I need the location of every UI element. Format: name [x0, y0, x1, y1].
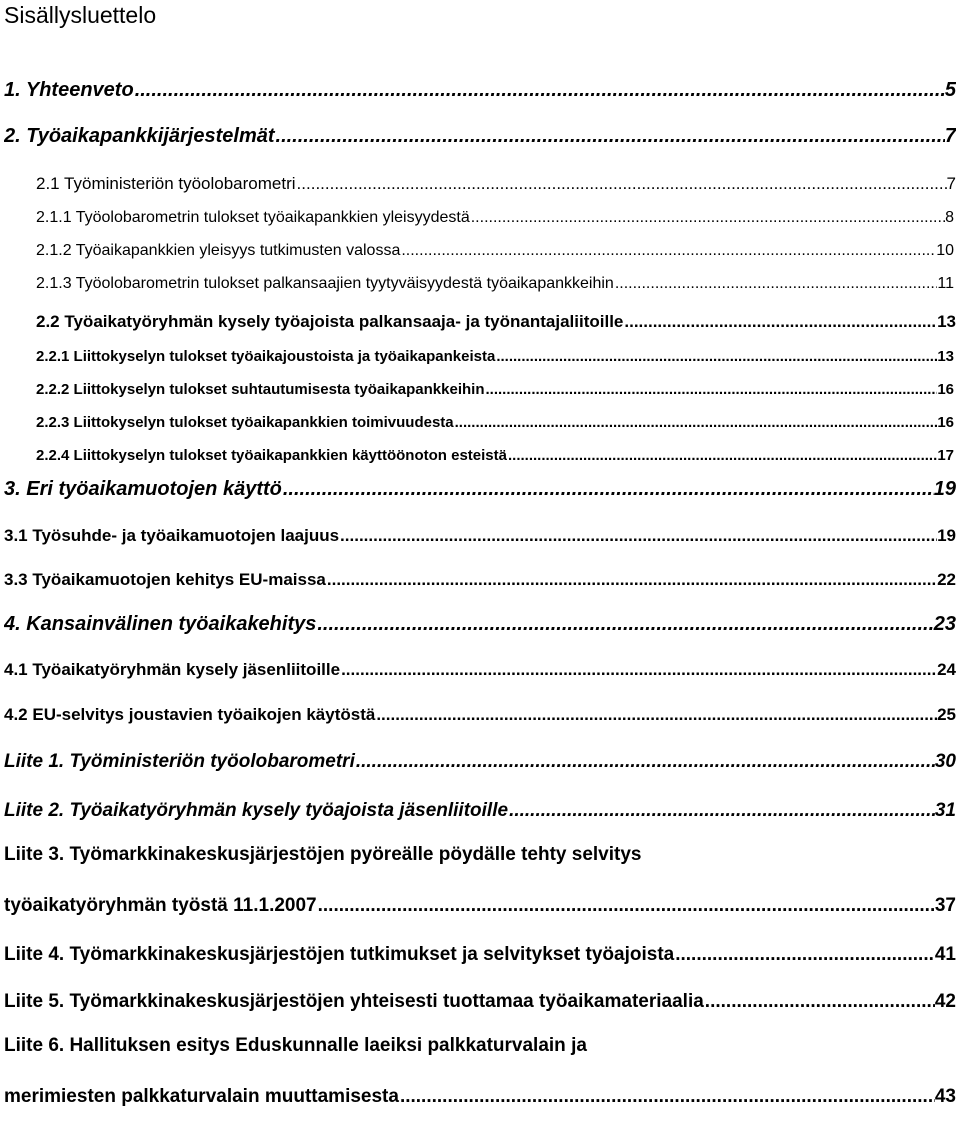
toc-leader-dots — [339, 526, 937, 546]
toc-entry[interactable] — [36, 271, 954, 293]
toc-entry-page: 17 — [937, 447, 954, 464]
toc-leader-dots — [134, 79, 945, 102]
toc-entry[interactable] — [4, 796, 956, 822]
toc-entry[interactable] — [4, 1082, 956, 1108]
toc-entry-title: 2.2 Työaikatyöryhmän kysely työajoista palkansaaja- ja työnantajaliitoille — [36, 312, 624, 331]
toc-entry-title: 2.2.4 Liittokyselyn tulokset työaikapankkien käyttöönoton esteistä — [36, 447, 507, 464]
toc-entry-page: 13 — [937, 348, 954, 365]
toc-entry-title: 2.2.2 Liittokyselyn tulokset suhtautumisesta työaikapankkeihin — [36, 381, 485, 398]
toc-entry-page: 41 — [934, 944, 956, 965]
toc-entry-page: 19 — [933, 478, 956, 500]
toc-leader-dots — [400, 242, 936, 260]
toc-entry-page: 19 — [937, 526, 956, 545]
toc-entry[interactable] — [4, 987, 956, 1013]
toc-entry[interactable] — [36, 443, 954, 464]
toc-entry-page: 22 — [937, 570, 956, 589]
toc-entry[interactable] — [4, 891, 956, 917]
toc-entry-page: 31 — [934, 800, 956, 821]
toc-entry-title[interactable]: Liite 3. Työmarkkinakeskusjärjestöjen pyöreälle pöydälle tehty selvitys — [4, 844, 642, 865]
toc-entry-page: 37 — [934, 895, 956, 916]
toc-leader-dots — [340, 660, 937, 680]
toc-entry-title: 2.1.2 Työaikapankkien yleisyys tutkimusten valossa — [36, 242, 401, 259]
toc-entry-page: 23 — [933, 613, 956, 635]
toc-entry-title: 3. Eri työaikamuotojen käyttö — [4, 478, 282, 500]
toc-entry-page: 16 — [937, 381, 954, 398]
toc-entry-page: 7 — [944, 125, 956, 147]
toc-entry-title: 2.1 Työministeriön työolobarometri — [36, 174, 296, 193]
toc-entry-title[interactable]: Liite 6. Hallituksen esitys Eduskunnalle laeiksi palkkaturvalain ja — [4, 1035, 587, 1056]
toc-leader-dots — [674, 944, 935, 966]
toc-entry[interactable] — [4, 122, 956, 148]
toc-leader-dots — [282, 478, 934, 501]
toc-entry-page: 13 — [937, 312, 956, 331]
toc-entry-page: 42 — [934, 991, 956, 1012]
toc-entry[interactable] — [36, 344, 954, 365]
toc-entry[interactable] — [36, 238, 954, 260]
toc-entry[interactable] — [4, 76, 956, 102]
toc-entry-title: 2.2.3 Liittokyselyn tulokset työaikapankkien toimivuudesta — [36, 414, 454, 431]
toc-entry[interactable] — [4, 656, 956, 680]
toc-entry[interactable] — [4, 475, 956, 501]
toc-entry-page: 7 — [946, 174, 956, 193]
toc-entry-page: 30 — [934, 751, 956, 772]
toc-entry-page: 16 — [937, 414, 954, 431]
toc-entry[interactable] — [36, 410, 954, 431]
toc-entry[interactable] — [4, 940, 956, 966]
toc-entry-title: 3.1 Työsuhde- ja työaikamuotojen laajuus — [4, 526, 340, 545]
toc-entry-title: Liite 5. Työmarkkinakeskusjärjestöjen yhteisesti tuottamaa työaikamateriaalia — [4, 991, 704, 1012]
toc-leader-dots — [484, 381, 937, 398]
toc-leader-dots — [454, 414, 938, 431]
toc-entry-title: 4.1 Työaikatyöryhmän kysely jäsenliitoille — [4, 660, 341, 679]
toc-entry[interactable] — [4, 566, 956, 590]
toc-entry-page: 24 — [937, 660, 956, 679]
toc-entry[interactable] — [4, 747, 956, 773]
toc-entry[interactable] — [4, 610, 956, 636]
toc-leader-dots — [399, 1086, 935, 1108]
toc-entry-title: Liite 1. Työministeriön työolobarometri — [4, 751, 355, 772]
toc-entry-page: 5 — [944, 79, 956, 101]
toc-leader-dots — [470, 209, 945, 227]
toc-entry[interactable] — [4, 522, 956, 546]
page-title: Sisällysluettelo — [4, 2, 157, 28]
toc-leader-dots — [355, 751, 935, 773]
toc-leader-dots — [326, 570, 937, 590]
toc-entry[interactable] — [36, 205, 954, 227]
toc-entry-page: 11 — [937, 275, 954, 292]
toc-entry-title: 2.2.1 Liittokyselyn tulokset työaikajoustoista ja työaikapankeista — [36, 348, 496, 365]
toc-leader-dots — [495, 348, 937, 365]
toc-entry-page: 8 — [945, 209, 954, 226]
toc-entry[interactable] — [36, 377, 954, 398]
toc-leader-dots — [296, 174, 947, 194]
toc-leader-dots — [316, 613, 933, 636]
toc-leader-dots — [704, 991, 935, 1013]
toc-leader-dots — [317, 895, 935, 917]
toc-entry-title: 3.3 Työaikamuotojen kehitys EU-maissa — [4, 570, 326, 589]
toc-entry-title: Liite 2. Työaikatyöryhmän kysely työajoista jäsenliitoille — [4, 800, 509, 821]
toc-leader-dots — [623, 312, 937, 332]
toc-entry-title: 2. Työaikapankkijärjestelmät — [4, 125, 275, 147]
toc-entry-title: 4.2 EU-selvitys joustavien työaikojen käytöstä — [4, 705, 376, 724]
toc-entry-title: 2.1.3 Työolobarometrin tulokset palkansaajien tyytyväisyydestä työaikapankkeihin — [36, 275, 614, 292]
toc-leader-dots — [275, 125, 945, 148]
toc-entry[interactable] — [36, 308, 956, 332]
toc-leader-dots — [614, 275, 938, 293]
toc-leader-dots — [508, 800, 935, 822]
toc-entry-title: merimiesten palkkaturvalain muuttamisesta — [4, 1086, 399, 1107]
toc-entry-title: 1. Yhteenveto — [4, 79, 134, 101]
toc-entry-page: 43 — [934, 1086, 956, 1107]
toc-entry-page: 25 — [937, 705, 956, 724]
toc-entry[interactable] — [36, 170, 956, 194]
toc-entry-title: Liite 4. Työmarkkinakeskusjärjestöjen tutkimukset ja selvitykset työajoista — [4, 944, 675, 965]
toc-leader-dots — [507, 447, 937, 464]
toc-entry[interactable] — [4, 701, 956, 725]
toc-entry-title: 4. Kansainvälinen työaikakehitys — [4, 613, 317, 635]
toc-leader-dots — [375, 705, 937, 725]
toc-entry-title: 2.1.1 Työolobarometrin tulokset työaikapankkien yleisyydestä — [36, 209, 470, 226]
toc-entry-page: 10 — [936, 242, 954, 259]
toc-entry-title: työaikatyöryhmän työstä 11.1.2007 — [4, 895, 317, 916]
